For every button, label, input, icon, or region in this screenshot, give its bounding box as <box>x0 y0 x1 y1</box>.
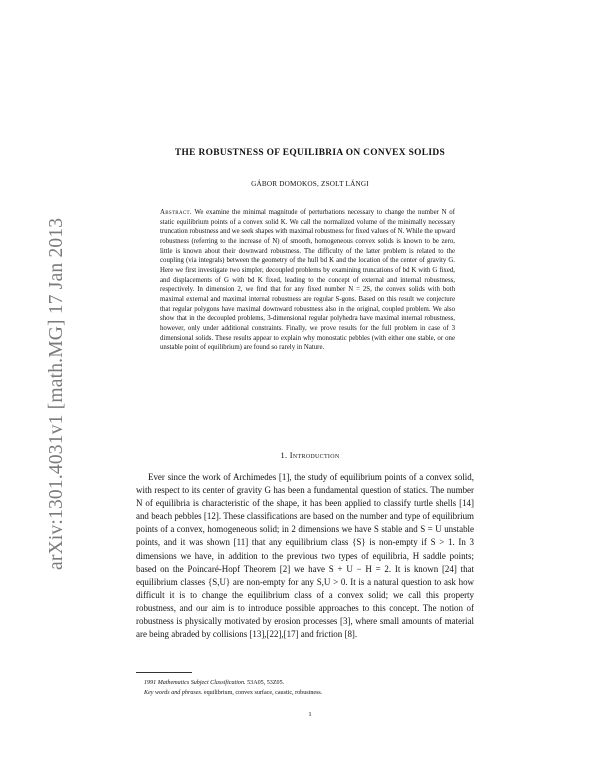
footnote-rule <box>136 672 192 673</box>
section-heading-introduction: 1. Introduction <box>280 451 340 460</box>
abstract-text: We examine the minimal magnitude of perturbations necessary to change the number N of static equilibrium points of a convex solid K. We call the normalized volume of the minimally necessary truncation robustness and we seek shapes with maximal robustness for fixed values of N. While the upward robustness (referring to the increase of N) of smooth, homogeneous convex solids is known to be zero, little is known about their downward robustness. The difficulty of the latter problem is related to the coupling (via integrals) between the geometry of the hull bd K and the location of the center of gravity G. Here we first investigate two simpler, decoupled problems by examining truncations of bd K with G fixed, and displacements of G with bd K fixed, leading to the concept of external and internal robustness, respectively. In dimension 2, we find that for any fixed number N = 2S, the convex solids with both maximal external and maximal internal robustness are regular S-gons. Based on this result we conjecture that regular polygons have maximal downward robustness also in the original, coupled problem. We also show that in the decoupled problems, 3-dimensional regular polyhedra have maximal internal robustness, however, only under additional constraints. Finally, we prove results for the full problem in case of 3 dimensional solids. These results appear to explain why monostatic pebbles (with either one stable, or one unstable point of equilibrium) are found so rarely in Nature. <box>160 209 455 352</box>
paper-title: THE ROBUSTNESS OF EQUILIBRIA ON CONVEX SOLIDS <box>174 148 446 158</box>
footnote-msc <box>136 679 476 689</box>
arxiv-identifier: arXiv:1301.4031v1 [math.MG] 17 Jan 2013 <box>46 217 67 570</box>
introduction-text: Ever since the work of Archimedes [1], the study of equilibrium points of a convex solid, with respect to its center of gravity G has been a fundamental question of statics. The number N of equilibria is characteristic of the shape, it has been applied to classify turtle shells [14] and beach pebbles [12]. These classifications are based on the number and type of equilibrium points of a convex, homogeneous solid; in 2 dimensions we have S stable and S = U unstable points, and it was shown [11] that any equilibrium class {S} is non-empty if S > 1. In 3 dimensions we have, in addition to the previous two types of equilibria, H saddle points; based on the Poincaré-Hopf Theorem [2] we have S + U − H = 2. It is known [24] that equilibrium classes {S,U} are non-empty for any S,U > 0. It is a natural question to ask how difficult it is to change the equilibrium class of a convex solid; we call this property robustness, and our aim is to introduce possible approaches to this concept. The notion of robustness is physically motivated by erosion processes [3], where small amounts of material are being abraded by collisions [13],[22],[17] and friction [8]. <box>136 472 474 640</box>
footnote-keywords <box>136 689 476 699</box>
keywords-value: equilibrium, convex surface, caustic, robustness. <box>203 689 323 696</box>
arxiv-sidebar <box>0 0 67 776</box>
introduction-paragraph <box>136 471 474 641</box>
abstract <box>160 208 455 353</box>
paper-authors: GÁBOR DOMOKOS, ZSOLT LÁNGI <box>251 180 369 188</box>
footnotes <box>136 679 476 698</box>
page-number: 1 <box>308 711 312 718</box>
msc-value: 53A05, 53Z05. <box>247 680 285 686</box>
abstract-label: Abstract. <box>160 209 192 216</box>
keywords-label: Key words and phrases. <box>144 689 203 696</box>
msc-label: 1991 Mathematics Subject Classification. <box>144 680 246 686</box>
